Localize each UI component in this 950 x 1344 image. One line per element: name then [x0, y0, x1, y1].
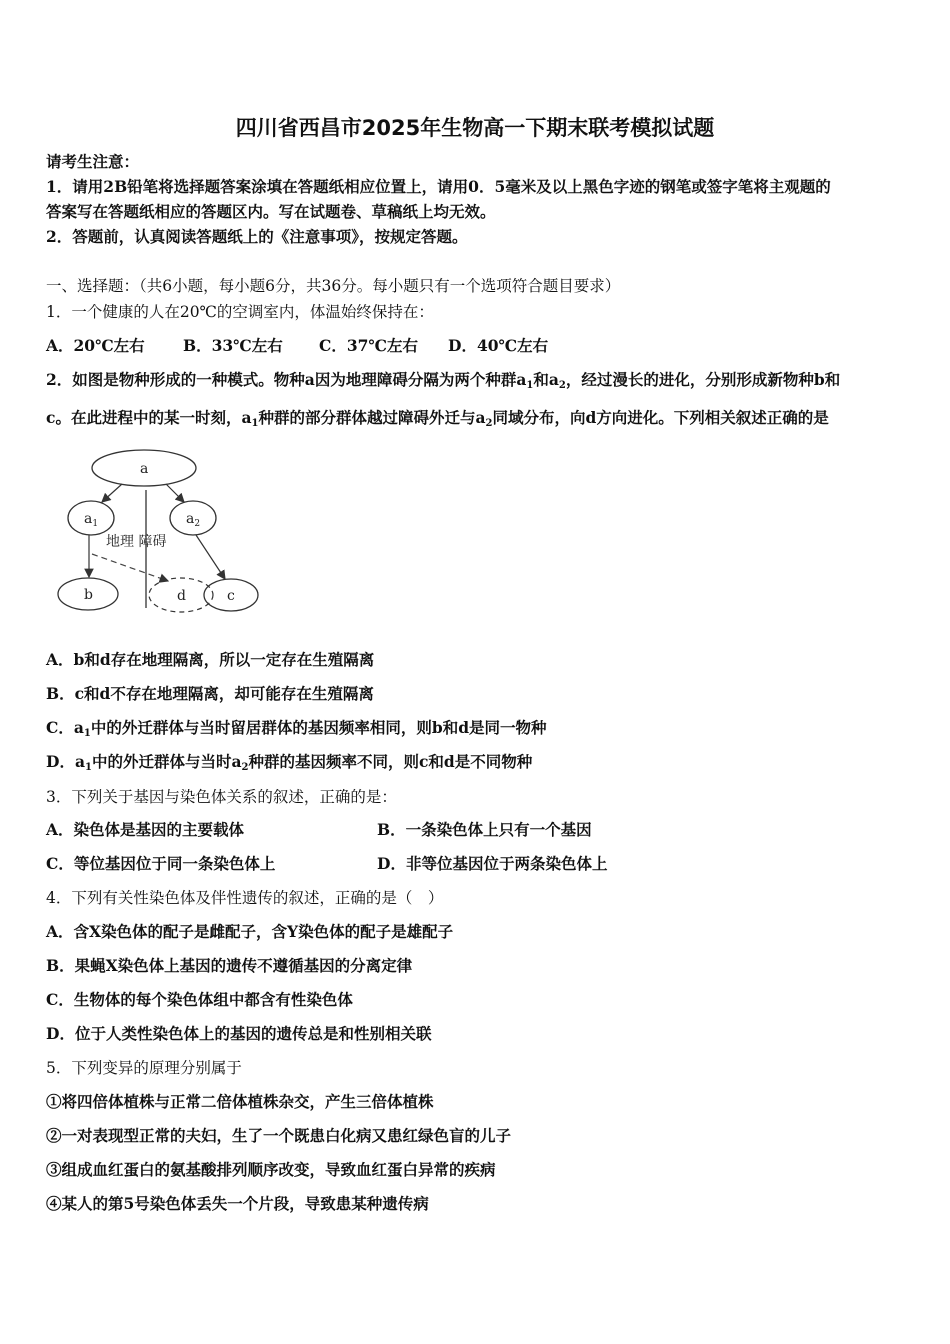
q2-stem-line2: c。在此进程中的某一时刻，$a_1$种群的部分群体越过障碍外迁与$a_2$同域分布，向d方向进化。下列相关叙述正确的是: [46, 408, 829, 429]
q3-option-d: D．非等位基因位于两条染色体上: [377, 854, 608, 873]
page-title: 四川省西昌市2025年生物高一下期末联考模拟试题: [235, 116, 715, 140]
label-d: d: [177, 588, 186, 604]
q3-option-a: A．染色体是基因的主要载体: [46, 820, 245, 839]
q2-option-d: D．$a_1$中的外迁群体与当时$a_2$种群的基因频率不同，则c和d是不同物种: [46, 752, 533, 773]
q1-option-d: D．40℃左右: [448, 336, 549, 355]
q2-stem-line1: 2．如图是物种形成的一种模式。物种a因为地理障碍分隔为两个种群$a_1$和$a_2$，经过漫长的进化，分别形成新物种b和: [46, 370, 841, 391]
q1-option-a: A．20℃左右: [46, 336, 145, 355]
q2-option-b: B．c和d不存在地理隔离，却可能存在生殖隔离: [46, 684, 374, 703]
notice-item-2: 2．答题前，认真阅读答题纸上的《注意事项》，按规定答题。: [46, 227, 468, 246]
notice-heading: 请考生注意：: [46, 152, 140, 171]
q3-stem: 3．下列关于基因与染色体关系的叙述，正确的是：: [46, 788, 397, 806]
barrier-label: 地理 障碍: [106, 534, 167, 550]
label-a1: $a_1$: [84, 511, 99, 529]
q4-option-a: A．含X染色体的配子是雌配子，含Y染色体的配子是雄配子: [46, 922, 454, 941]
notice-item-1a: 1．请用2B铅笔将选择题答案涂填在答题纸相应位置上，请用0．5毫米及以上黑色字迹的钢笔或签字笔将主观题的: [46, 177, 831, 196]
speciation-diagram: [44, 436, 274, 628]
q1-option-b: B．33℃左右: [183, 336, 283, 355]
arrow-a-a2: [166, 484, 184, 502]
q4-option-c: C．生物体的每个染色体组中都含有性染色体: [46, 990, 353, 1009]
label-b: b: [84, 587, 93, 603]
q5-stem: 5．下列变异的原理分别属于: [46, 1059, 242, 1077]
q3-option-c: C．等位基因位于同一条染色体上: [46, 854, 276, 873]
label-a2: $a_2$: [186, 511, 201, 529]
label-c: c: [227, 588, 235, 604]
q1-stem: 1．一个健康的人在20℃的空调室内，体温始终保持在：: [46, 303, 434, 321]
q5-item-4: ④某人的第5号染色体丢失一个片段，导致患某种遗传病: [46, 1194, 429, 1213]
arrow-a2-c: [196, 535, 225, 579]
q1-option-c: C．37℃左右: [319, 336, 418, 355]
q3-option-b: B．一条染色体上只有一个基因: [377, 820, 592, 839]
q2-option-c: C．$a_1$中的外迁群体与当时留居群体的基因频率相同，则b和d是同一物种: [46, 718, 547, 739]
notice-item-1b: 答案写在答题纸相应的答题区内。写在试题卷、草稿纸上均无效。: [46, 202, 496, 221]
q4-stem: 4．下列有关性染色体及伴性遗传的叙述，正确的是（ ）: [46, 889, 444, 907]
q4-option-d: D．位于人类性染色体上的基因的遗传总是和性别相关联: [46, 1024, 432, 1043]
section-heading: 一、选择题：（共6小题，每小题6分，共36分。每小题只有一个选项符合题目要求）: [46, 277, 621, 295]
q5-item-1: ①将四倍体植株与正常二倍体植株杂交，产生三倍体植株: [46, 1092, 434, 1111]
arrow-a-a1: [102, 484, 122, 502]
q5-item-2: ②一对表现型正常的夫妇，生了一个既患白化病又患红绿色盲的儿子: [46, 1126, 512, 1145]
label-a: a: [140, 461, 149, 477]
q5-item-3: ③组成血红蛋白的氨基酸排列顺序改变，导致血红蛋白异常的疾病: [46, 1160, 496, 1179]
arrow-a1-d-dashed: [92, 554, 168, 581]
q2-option-a: A．b和d存在地理隔离，所以一定存在生殖隔离: [46, 650, 375, 669]
q4-option-b: B．果蝇X染色体上基因的遗传不遵循基因的分离定律: [46, 956, 413, 975]
